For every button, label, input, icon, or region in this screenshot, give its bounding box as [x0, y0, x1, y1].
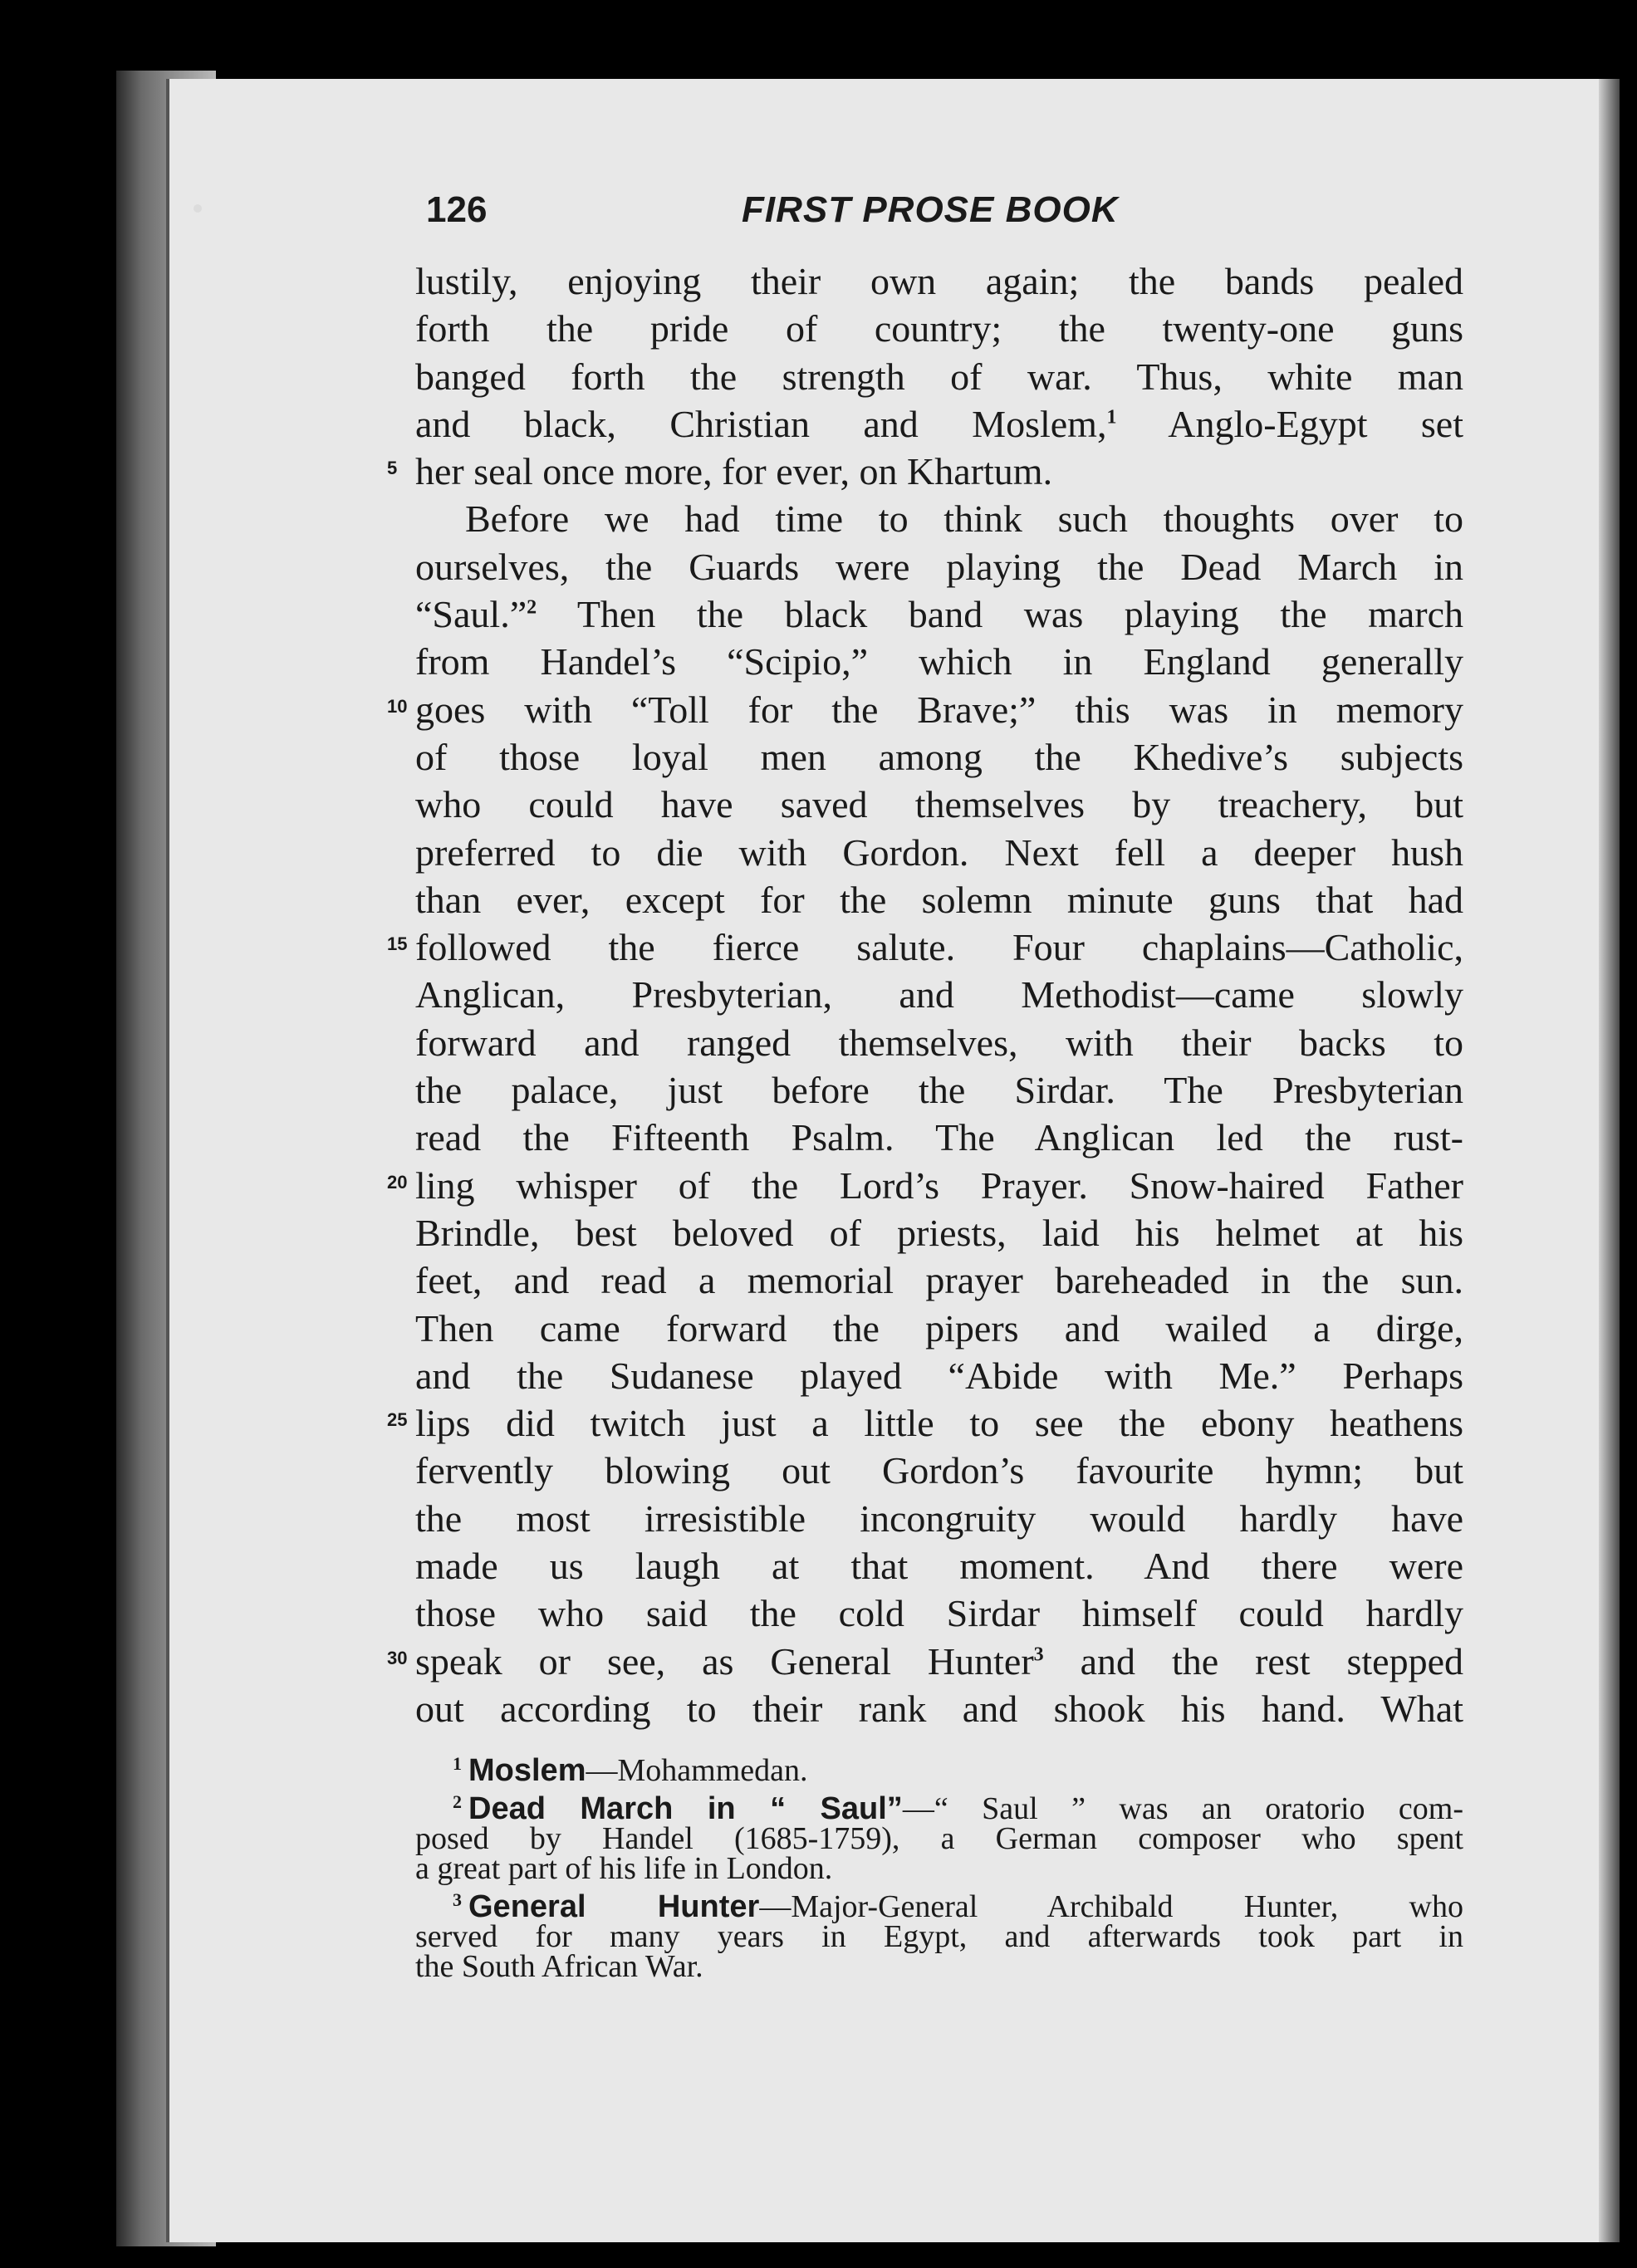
- text-line: [415, 733, 1463, 781]
- footnote: [415, 1888, 1463, 1985]
- footnote-reference: 1: [1106, 406, 1117, 429]
- text-line: [387, 1162, 1463, 1209]
- line-text: the palace, just before the Sirdar. The Presbyterian: [415, 1069, 1463, 1112]
- footnote-number: 1: [453, 1752, 462, 1774]
- line-text-continued: Then the black band was playing the march: [537, 593, 1463, 636]
- line-text: speak or see, as General Hunter: [415, 1639, 1034, 1683]
- footnote-line: [415, 1821, 1463, 1857]
- line-text: feet, and read a memorial prayer bareheaded in the sun.: [415, 1259, 1463, 1302]
- line-text: the most irresistible incongruity would hardly have: [415, 1496, 1463, 1540]
- text-line: [415, 1495, 1463, 1542]
- text-line: [415, 1447, 1463, 1494]
- line-text: of those loyal men among the Khedive’s subjects: [415, 735, 1463, 778]
- line-text: who could have saved themselves by treachery, but: [415, 783, 1463, 826]
- line-text: out according to their rank and shook his hand. What: [415, 1687, 1463, 1730]
- running-head: FIRST PROSE BOOK: [742, 189, 1119, 230]
- footnote-line: [415, 1888, 1463, 1925]
- text-line: [415, 353, 1463, 400]
- footnote-term: Moslem: [468, 1753, 586, 1789]
- footnote-term: Dead March in “ Saul”: [468, 1791, 903, 1827]
- text-line: [415, 829, 1463, 876]
- text-line: [387, 923, 1463, 971]
- line-text: Anglican, Presbyterian, and Methodist—came slowly: [415, 973, 1463, 1016]
- line-text: and black, Christian and Moslem,: [415, 402, 1107, 445]
- footnote-text: posed by Handel (1685-1759), a German composer who spent: [415, 1821, 1463, 1857]
- text-line: [415, 1019, 1463, 1066]
- line-text: “Saul.”: [415, 593, 527, 636]
- footnote-number: 2: [453, 1790, 462, 1812]
- text-line: [415, 781, 1463, 828]
- text-line: [415, 1114, 1463, 1161]
- footnote-term: General Hunter: [468, 1889, 760, 1925]
- line-text: read the Fifteenth Psalm. The Anglican led the rust-: [415, 1116, 1463, 1159]
- line-text: fervently blowing out Gordon’s favourite hymn; but: [415, 1449, 1463, 1492]
- footnote-text: the South African War.: [415, 1949, 703, 1985]
- line-number: 20: [387, 1171, 408, 1193]
- text-line: [415, 1542, 1463, 1590]
- footnote: [415, 1790, 1464, 1887]
- footnote-line: [415, 1919, 1463, 1955]
- footnote-number: 3: [453, 1888, 462, 1910]
- footnote-reference: 3: [1033, 1643, 1044, 1666]
- text-line: [415, 543, 1463, 590]
- text-line: [415, 1305, 1463, 1352]
- text-line: [415, 876, 1463, 923]
- text-line: [415, 971, 1463, 1018]
- footnote-line: [415, 1790, 1464, 1827]
- text-line: [415, 1066, 1463, 1114]
- footnote-reference: 2: [527, 596, 537, 619]
- footnote-line: [415, 1949, 1463, 1985]
- text-line: [387, 1638, 1463, 1685]
- line-text: banged forth the strength of war. Thus, white man: [415, 355, 1463, 398]
- line-number: 5: [387, 458, 398, 479]
- line-text: than ever, except for the solemn minute guns that had: [415, 878, 1463, 921]
- line-text: Then came forward the pipers and wailed a dirge,: [415, 1306, 1463, 1350]
- text-line: [415, 1256, 1463, 1304]
- text-line: [415, 495, 1463, 542]
- line-number: 15: [387, 933, 408, 955]
- text-line: [415, 1685, 1463, 1732]
- footnote-line: [415, 1752, 1463, 1789]
- line-text: followed the fierce salute. Four chaplains—Catholic,: [415, 926, 1463, 969]
- page-right-edge: [1599, 79, 1620, 2242]
- page-number: 126: [426, 189, 488, 230]
- line-text: those who said the cold Sirdar himself could hardly: [415, 1592, 1463, 1635]
- line-text: from Handel’s “Scipio,” which in England generally: [415, 640, 1463, 683]
- text-line: [415, 1209, 1463, 1256]
- footnote-text: —“ Saul ” was an oratorio com-: [902, 1791, 1464, 1827]
- text-line: [415, 638, 1463, 685]
- line-text: her seal once more, for ever, on Khartum.: [415, 450, 1053, 493]
- line-text: forth the pride of country; the twenty-one guns: [415, 307, 1463, 350]
- footnote-line: [415, 1851, 1463, 1887]
- line-text: lustily, enjoying their own again; the bands pealed: [415, 260, 1463, 302]
- line-text: forward and ranged themselves, with their backs to: [415, 1021, 1463, 1064]
- footnote-text: a great part of his life in London.: [415, 1851, 833, 1887]
- line-text: ourselves, the Guards were playing the Dead March in: [415, 545, 1463, 588]
- footnote-text: served for many years in Egypt, and afterwards took part in: [415, 1919, 1463, 1955]
- line-number: 30: [387, 1647, 408, 1668]
- footnote-text: —Major-General Archibald Hunter, who: [759, 1889, 1463, 1925]
- line-text: made us laugh at that moment. And there were: [415, 1545, 1463, 1588]
- line-text: Before we had time to think such thoughts over to: [465, 497, 1463, 541]
- text-line: [415, 590, 1463, 638]
- line-text-continued: Anglo-Egypt set: [1116, 402, 1463, 445]
- text-line: [415, 257, 1463, 305]
- text-line: [415, 1352, 1463, 1399]
- footnote-text: —Mohammedan.: [586, 1753, 808, 1789]
- line-text: and the Sudanese played “Abide with Me.” Perhaps: [415, 1354, 1463, 1397]
- body-text: [387, 257, 1463, 1732]
- footnotes: [415, 1752, 1464, 1985]
- footnote: [415, 1752, 1463, 1789]
- line-number: 25: [387, 1409, 408, 1431]
- margin-dot: [194, 204, 202, 213]
- text-line: [387, 448, 1463, 495]
- line-text: goes with “Toll for the Brave;” this was in memory: [415, 688, 1463, 731]
- line-text: Brindle, best beloved of priests, laid his helmet at his: [415, 1211, 1463, 1254]
- line-number: 10: [387, 695, 408, 717]
- text-line: [415, 305, 1463, 352]
- text-line: [387, 1399, 1463, 1447]
- line-text: preferred to die with Gordon. Next fell a deeper hush: [415, 830, 1463, 874]
- line-text-continued: and the rest stepped: [1043, 1639, 1463, 1683]
- line-text: lips did twitch just a little to see the ebony heathens: [415, 1402, 1463, 1445]
- text-line: [415, 400, 1463, 448]
- text-line: [415, 1590, 1463, 1637]
- text-line: [387, 686, 1463, 733]
- page-header: [415, 183, 1463, 257]
- page-content: [387, 183, 1464, 1990]
- line-text: ling whisper of the Lord’s Prayer. Snow-haired Father: [415, 1163, 1463, 1207]
